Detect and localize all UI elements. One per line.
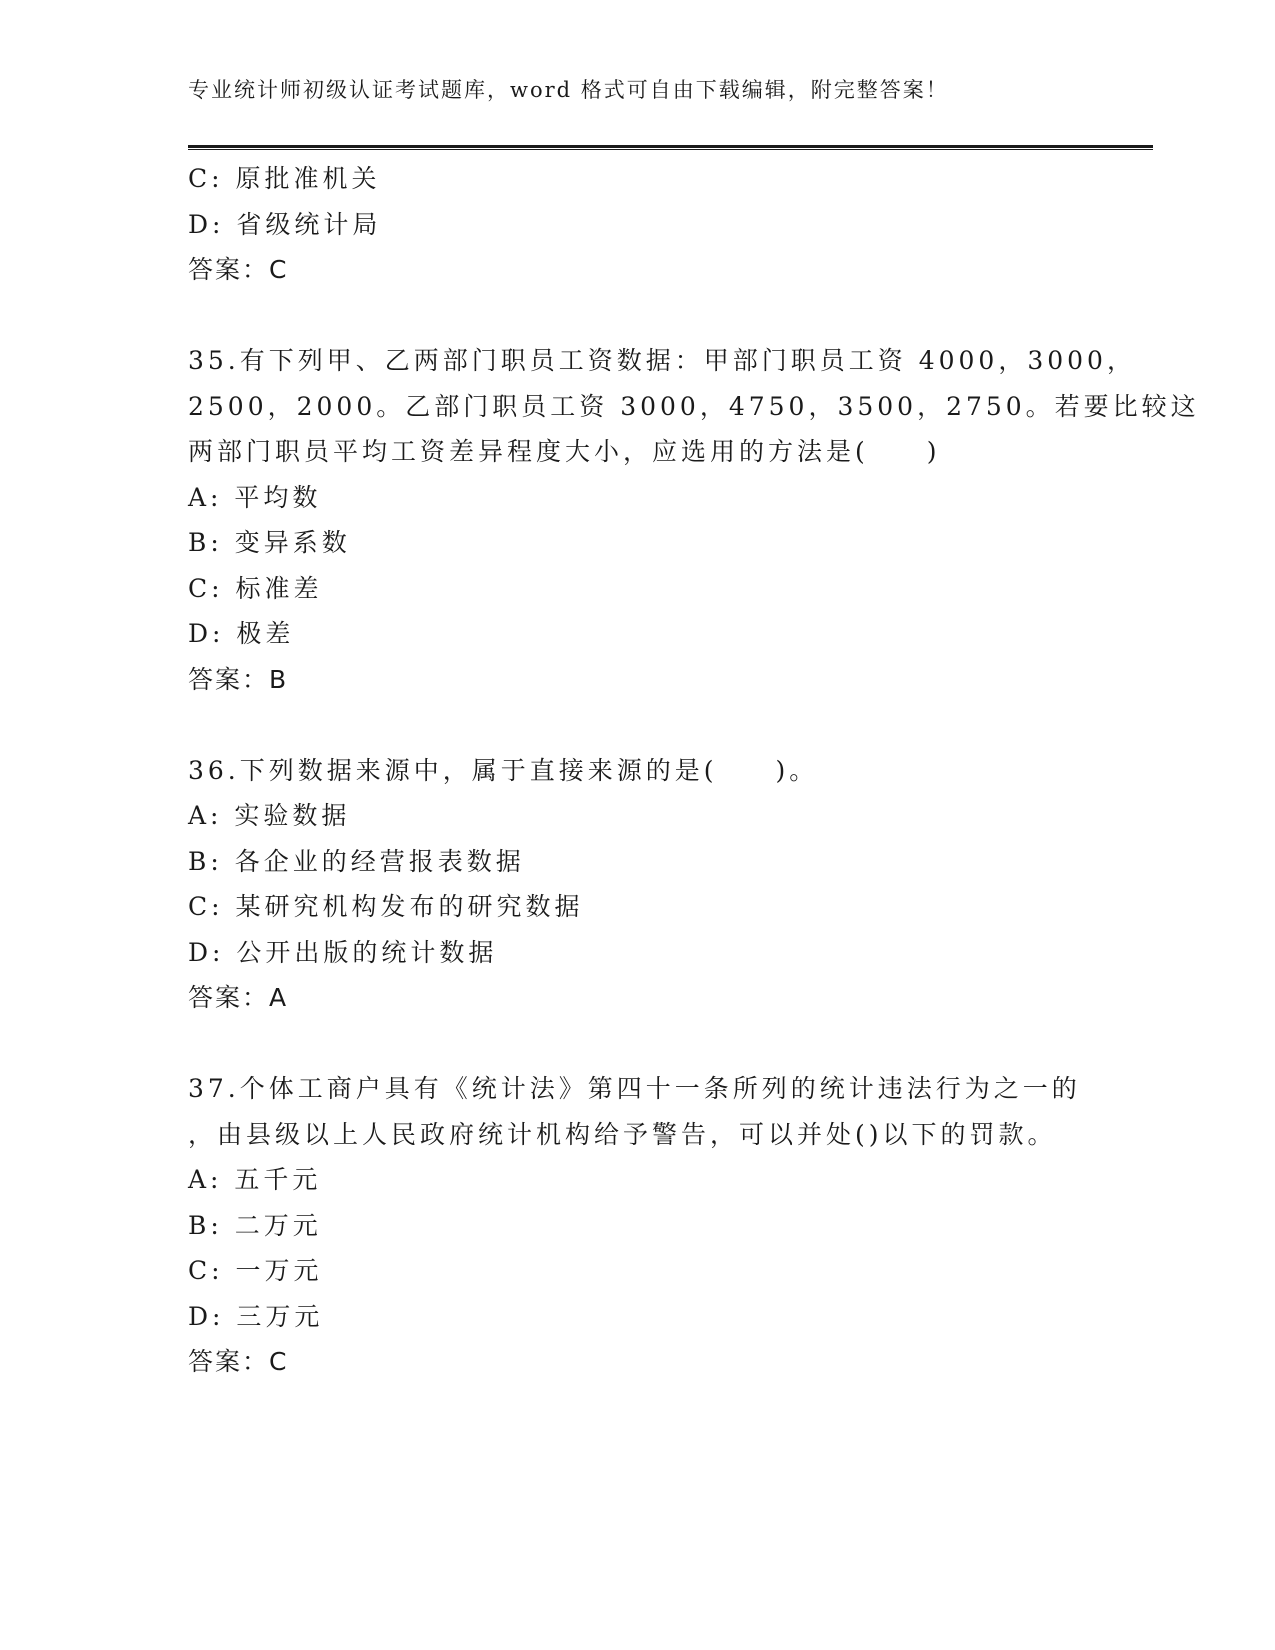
question-block	[188, 748, 1088, 1021]
question-block	[188, 1066, 1088, 1385]
question-text-line: 35.有下列甲、乙两部门职员工资数据：甲部门职员工资 4000，3000，	[188, 346, 1136, 375]
spacer	[188, 293, 1088, 339]
question-text-line: 两部门职员平均工资差异程度大小，应选用的方法是( )	[188, 437, 941, 466]
option-c: C: 原批准机关	[188, 164, 381, 193]
option-d: D: 公开出版的统计数据	[188, 937, 498, 967]
option-d: D: 省级统计局	[188, 209, 382, 239]
question-text-line: ，由县级以上人民政府统计机构给予警告，可以并处()以下的罚款。	[188, 1119, 1057, 1149]
answer-line: 答案：B	[188, 664, 289, 694]
option-d: D: 三万元	[188, 1301, 324, 1331]
option-c: C: 一万元	[188, 1256, 323, 1285]
option-b: B: 各企业的经营报表数据	[188, 846, 525, 876]
option-c: C: 某研究机构发布的研究数据	[188, 892, 584, 921]
option-d: D: 极差	[188, 619, 295, 648]
answer-line: 答案：C	[188, 255, 289, 284]
answer-line: 答案：C	[188, 1347, 289, 1376]
option-a: A: 平均数	[188, 482, 322, 512]
option-b: B: 变异系数	[188, 528, 351, 557]
option-c: C: 标准差	[188, 573, 323, 603]
question-text-line: 36.下列数据来源中，属于直接来源的是( )。	[188, 755, 819, 785]
answer-line: 答案：A	[188, 983, 289, 1012]
page-header: 专业统计师初级认证考试题库，word 格式可自由下载编辑，附完整答案！	[188, 78, 949, 102]
question-text-line: 2500，2000。乙部门职员工资 3000，4750，3500，2750。若要比较这	[188, 391, 1200, 421]
header-divider	[188, 145, 1153, 150]
spacer	[188, 702, 1088, 748]
question-block	[188, 156, 1088, 293]
question-block	[188, 338, 1200, 702]
option-b: B: 二万元	[188, 1210, 322, 1240]
spacer	[188, 1021, 1088, 1067]
question-text-line: 37.个体工商户具有《统计法》第四十一条所列的统计违法行为之一的	[188, 1074, 1081, 1103]
option-a: A: 实验数据	[188, 801, 351, 830]
option-a: A: 五千元	[188, 1165, 322, 1194]
question-list	[188, 156, 1200, 1385]
